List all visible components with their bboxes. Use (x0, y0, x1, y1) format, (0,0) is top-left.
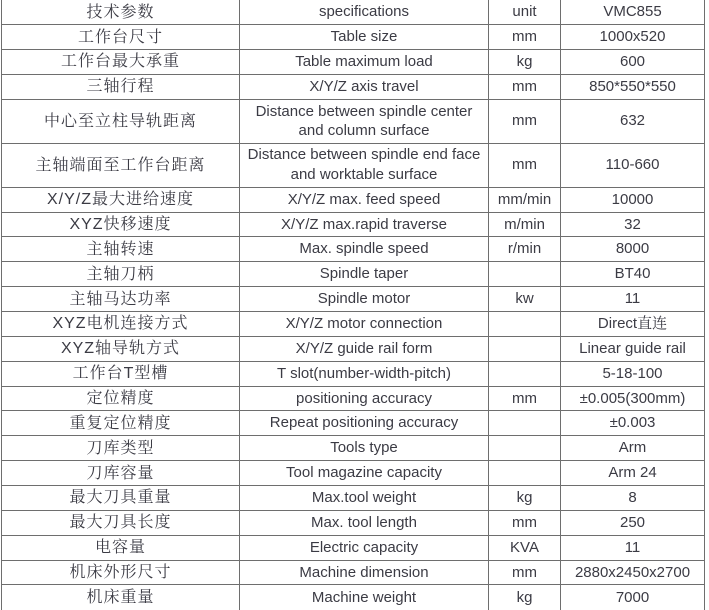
value-cell: Arm (561, 436, 705, 461)
table-row (2, 386, 705, 411)
param-cn-cell: 最大刀具长度 (2, 510, 240, 535)
value-cell: 10000 (561, 187, 705, 212)
param-en-cell: Table maximum load (240, 50, 489, 75)
value-cell: Linear guide rail (561, 336, 705, 361)
param-en-cell: Tool magazine capacity (240, 461, 489, 486)
table-row (2, 486, 705, 511)
unit-cell (489, 361, 561, 386)
param-cn-cell: 三轴行程 (2, 74, 240, 99)
value-cell: Arm 24 (561, 461, 705, 486)
value-cell: 11 (561, 287, 705, 312)
param-cn-cell: 重复定位精度 (2, 411, 240, 436)
value-cell: 2880x2450x2700 (561, 560, 705, 585)
table-row (2, 287, 705, 312)
table-row (2, 99, 705, 143)
unit-cell: kw (489, 287, 561, 312)
value-cell: 850*550*550 (561, 74, 705, 99)
unit-cell (489, 262, 561, 287)
param-en-cell: Max.tool weight (240, 486, 489, 511)
unit-cell: mm/min (489, 187, 561, 212)
param-cn-cell: 工作台尺寸 (2, 25, 240, 50)
param-cn-cell: X/Y/Z最大进给速度 (2, 187, 240, 212)
unit-cell (489, 411, 561, 436)
unit-cell: mm (489, 143, 561, 187)
table-row (2, 361, 705, 386)
header-model: VMC855 (561, 0, 705, 25)
param-en-cell: Spindle motor (240, 287, 489, 312)
param-en-cell: Table size (240, 25, 489, 50)
param-en-cell: Repeat positioning accuracy (240, 411, 489, 436)
param-cn-cell: 电容量 (2, 535, 240, 560)
table-row (2, 560, 705, 585)
unit-cell: kg (489, 585, 561, 610)
param-en-cell: Electric capacity (240, 535, 489, 560)
table-row (2, 312, 705, 337)
param-cn-cell: 主轴刀柄 (2, 262, 240, 287)
param-en-cell: Distance between spindle center and column surface (240, 99, 489, 143)
unit-cell: mm (489, 510, 561, 535)
value-cell: 110-660 (561, 143, 705, 187)
unit-cell: mm (489, 99, 561, 143)
value-cell: 11 (561, 535, 705, 560)
param-en-cell: X/Y/Z max.rapid traverse (240, 212, 489, 237)
table-row (2, 461, 705, 486)
param-en-cell: Max. tool length (240, 510, 489, 535)
table-row (2, 510, 705, 535)
table-row (2, 336, 705, 361)
table-row (2, 50, 705, 75)
unit-cell: mm (489, 74, 561, 99)
table-row (2, 262, 705, 287)
param-cn-cell: XYZ快移速度 (2, 212, 240, 237)
unit-cell (489, 312, 561, 337)
table-row (2, 411, 705, 436)
unit-cell: kg (489, 50, 561, 75)
unit-cell (489, 436, 561, 461)
param-cn-cell: 工作台最大承重 (2, 50, 240, 75)
header-unit: unit (489, 0, 561, 25)
table-row (2, 143, 705, 187)
table-row (2, 25, 705, 50)
header-param-cn: 技术参数 (2, 0, 240, 25)
param-en-cell: X/Y/Z guide rail form (240, 336, 489, 361)
param-cn-cell: XYZ轴导轨方式 (2, 336, 240, 361)
unit-cell (489, 336, 561, 361)
value-cell: 600 (561, 50, 705, 75)
value-cell: ±0.005(300mm) (561, 386, 705, 411)
table-header-row (2, 0, 705, 25)
unit-cell: m/min (489, 212, 561, 237)
param-en-cell: Spindle taper (240, 262, 489, 287)
value-cell: Direct直连 (561, 312, 705, 337)
specs-table-body (2, 0, 705, 610)
param-en-cell: Machine weight (240, 585, 489, 610)
unit-cell: mm (489, 25, 561, 50)
param-cn-cell: 定位精度 (2, 386, 240, 411)
value-cell: 8 (561, 486, 705, 511)
table-row (2, 187, 705, 212)
value-cell: 632 (561, 99, 705, 143)
param-en-cell: Max. spindle speed (240, 237, 489, 262)
unit-cell: KVA (489, 535, 561, 560)
param-cn-cell: 中心至立柱导轨距离 (2, 99, 240, 143)
param-cn-cell: XYZ电机连接方式 (2, 312, 240, 337)
table-row (2, 436, 705, 461)
table-row (2, 212, 705, 237)
param-en-cell: X/Y/Z motor connection (240, 312, 489, 337)
unit-cell: mm (489, 386, 561, 411)
unit-cell: r/min (489, 237, 561, 262)
param-cn-cell: 机床重量 (2, 585, 240, 610)
table-row (2, 585, 705, 610)
value-cell: 5-18-100 (561, 361, 705, 386)
value-cell: 1000x520 (561, 25, 705, 50)
table-row (2, 237, 705, 262)
value-cell: ±0.003 (561, 411, 705, 436)
value-cell: BT40 (561, 262, 705, 287)
param-cn-cell: 最大刀具重量 (2, 486, 240, 511)
param-cn-cell: 主轴马达功率 (2, 287, 240, 312)
unit-cell (489, 461, 561, 486)
specs-table (1, 0, 705, 610)
param-en-cell: Machine dimension (240, 560, 489, 585)
param-cn-cell: 主轴转速 (2, 237, 240, 262)
param-en-cell: T slot(number-width-pitch) (240, 361, 489, 386)
param-en-cell: X/Y/Z axis travel (240, 74, 489, 99)
unit-cell: mm (489, 560, 561, 585)
param-en-cell: Distance between spindle end face and worktable surface (240, 143, 489, 187)
param-cn-cell: 刀库类型 (2, 436, 240, 461)
unit-cell: kg (489, 486, 561, 511)
header-specifications: specifications (240, 0, 489, 25)
param-cn-cell: 工作台T型槽 (2, 361, 240, 386)
param-cn-cell: 机床外形尺寸 (2, 560, 240, 585)
value-cell: 250 (561, 510, 705, 535)
value-cell: 8000 (561, 237, 705, 262)
param-en-cell: Tools type (240, 436, 489, 461)
value-cell: 32 (561, 212, 705, 237)
param-en-cell: X/Y/Z max. feed speed (240, 187, 489, 212)
table-row (2, 74, 705, 99)
param-cn-cell: 刀库容量 (2, 461, 240, 486)
value-cell: 7000 (561, 585, 705, 610)
table-row (2, 535, 705, 560)
param-cn-cell: 主轴端面至工作台距离 (2, 143, 240, 187)
param-en-cell: positioning accuracy (240, 386, 489, 411)
